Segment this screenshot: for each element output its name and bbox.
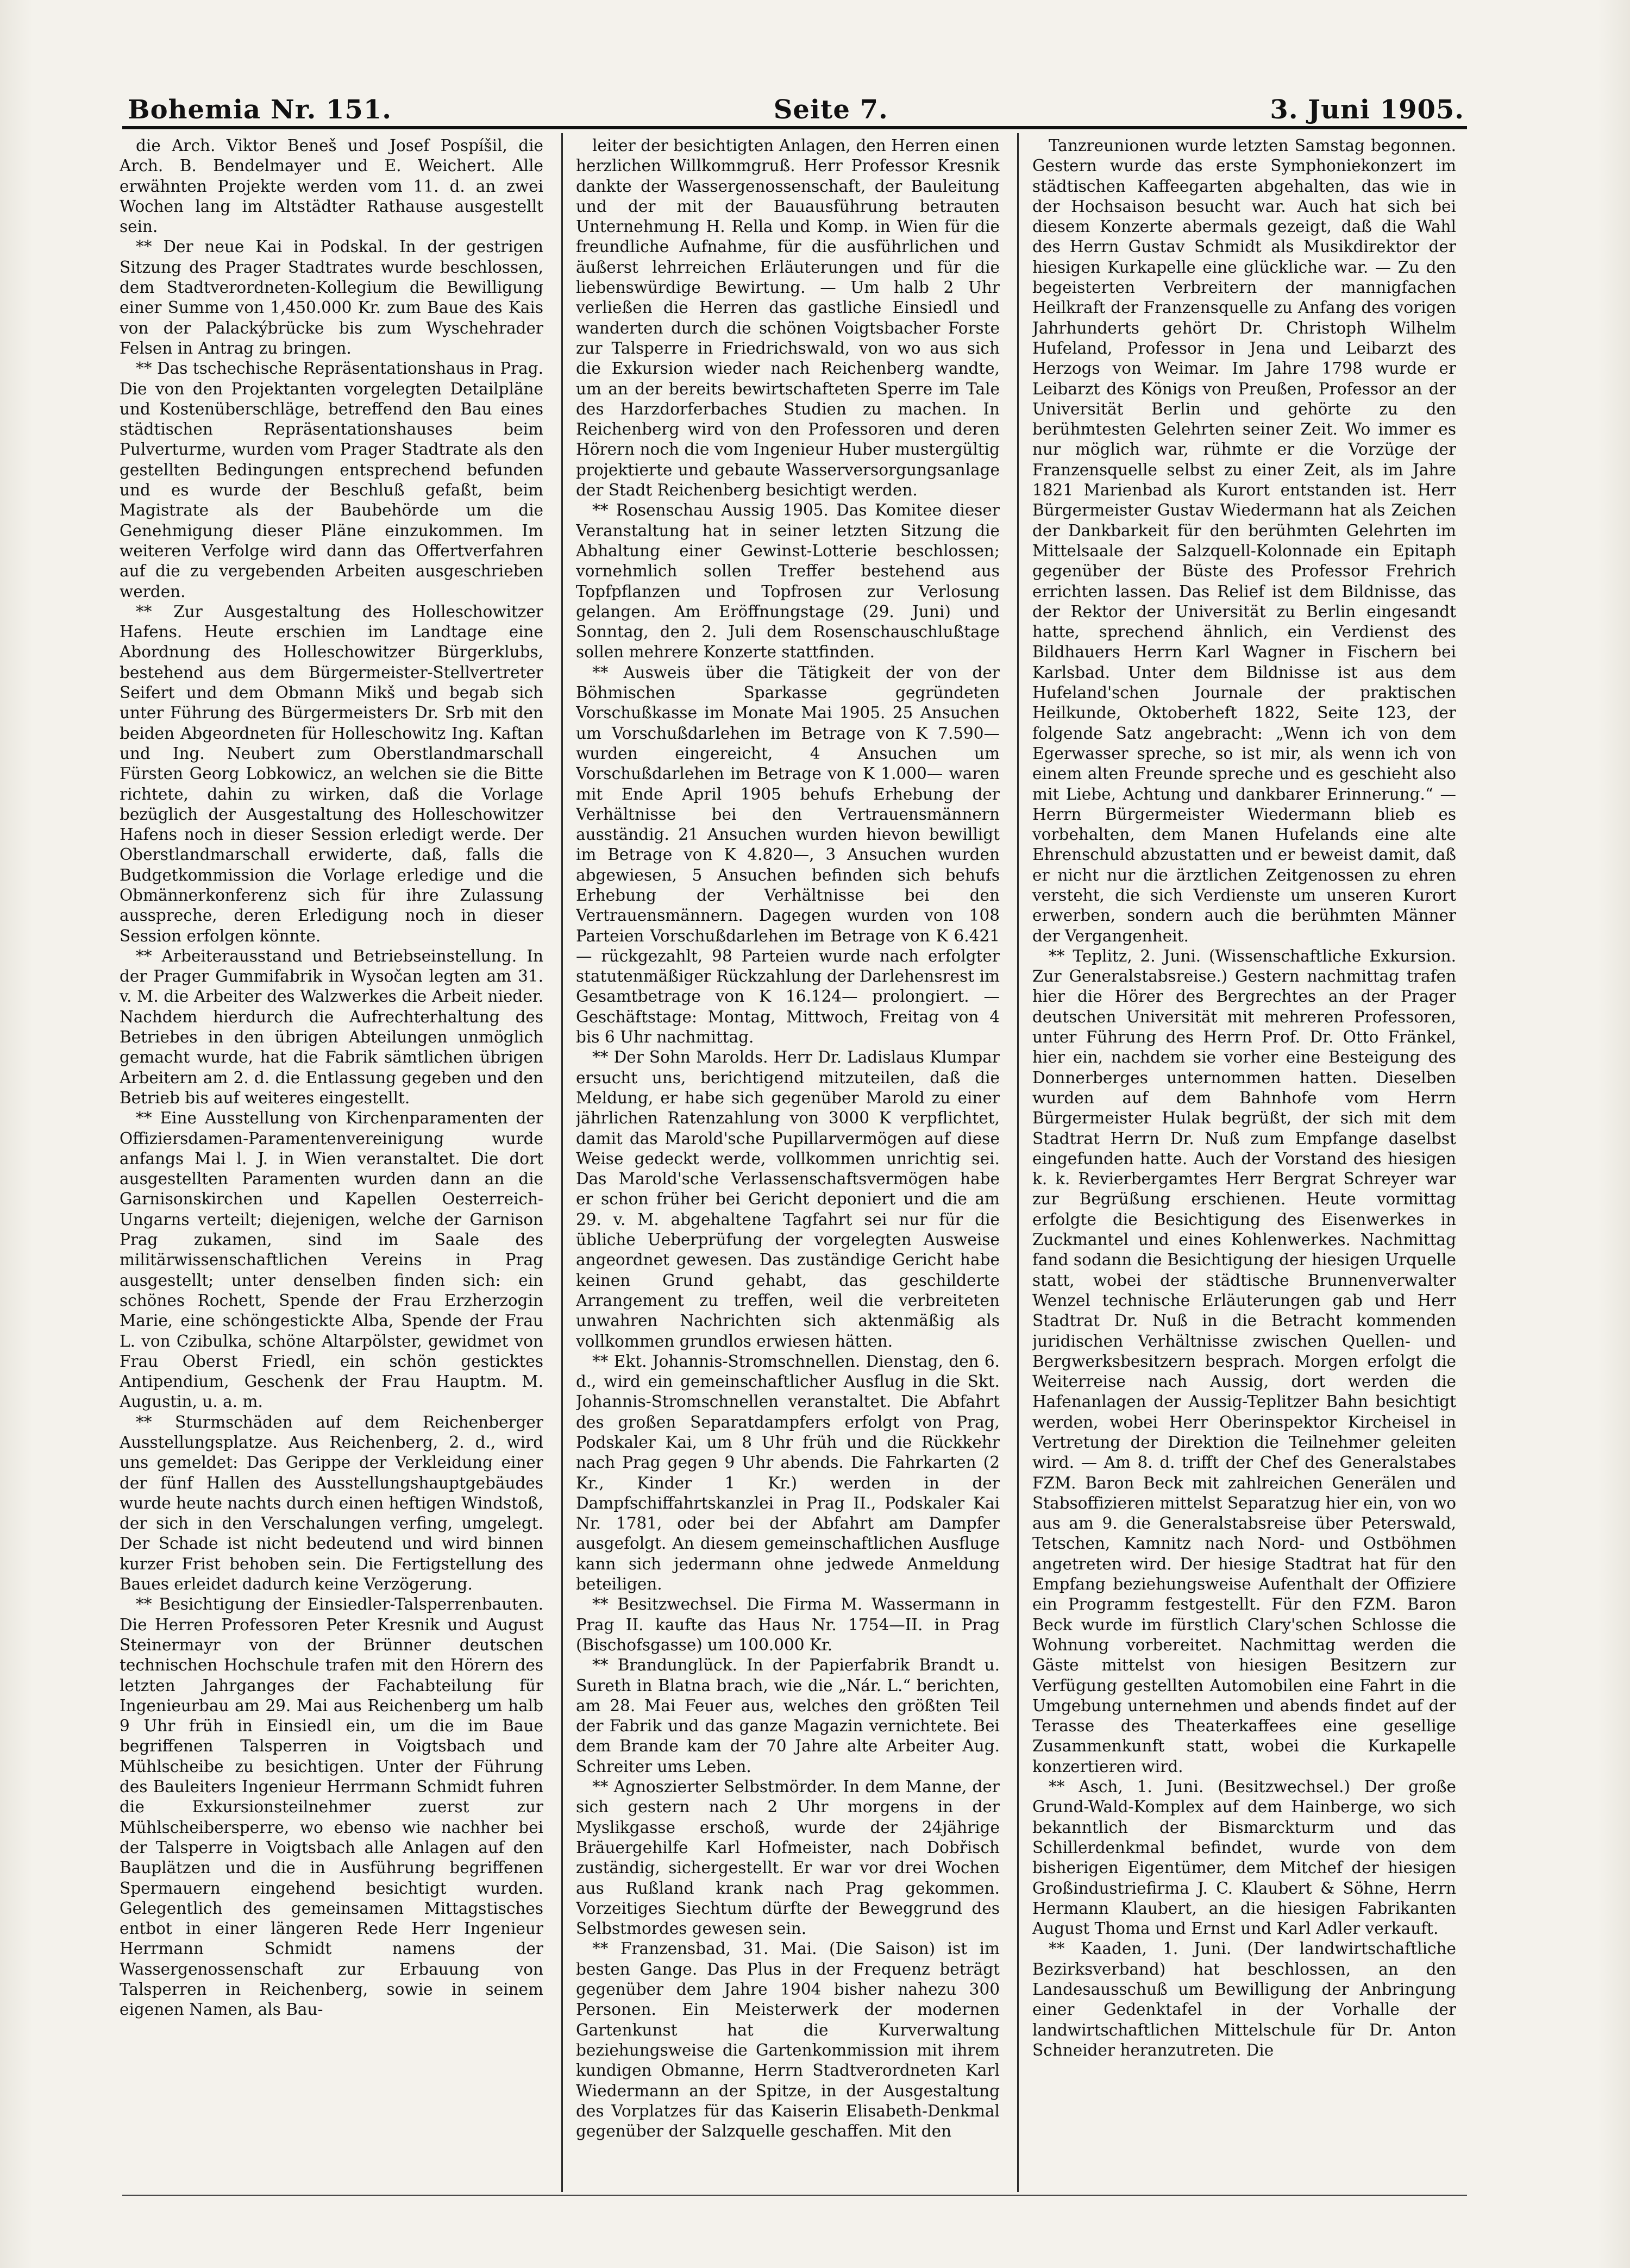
article-rosenschau: ** Rosenschau Aussig 1905. Das Komitee dieser Veranstaltung hat in seiner letzten Sitzung die Abhaltung einer Gewinst-Lotterie beschlossen; vornehmlich sollen Treffer bestehend aus Topfpflanzen und Topfrosen zur Verlosung gelangen. Am Eröffnungstage (29. Juni) und Sonntag, den 2. Juli dem Rosenschauschlußtage sollen mehrere Konzerte stattfinden. <box>576 501 1000 662</box>
column-paragraph: Tanzreunionen wurde letzten Samstag begonnen. Gestern wurde das erste Symphoniekonzert im städtischen Kaffeegarten abgehalten, das wie in der Hochsaison besucht war. Auch hat sich bei diesem Konzerte abermals gezeigt, daß die Wahl des Herrn Gustav Schmidt als Musikdirektor der hiesigen Kurkapelle eine glückliche war. — Zu den begeisterten Verbreitern der mannigfachen Heilkraft der Franzensquelle zu Anfang des vorigen Jahrhunderts gehört Dr. Christoph Wilhelm Hufeland, Professor in Jena und Leibarzt des Herzogs von Weimar. Im Jahre 1798 wurde er Leibarzt des Königs von Preußen, Professor an der Universität Berlin und gehörte zu den berühmtesten Gelehrten seiner Zeit. Wo immer es nur möglich war, rühmte er die Vorzüge der Franzensquelle selbst zu einer Zeit, als im Jahre 1821 Marienbad als Kurort entstanden ist. Herr Bürgermeister Gustav Wiedermann hat als Zeichen der Dankbarkeit für den berühmten Gelehrten im Mittelsaale der Salzquell-Kolonnade ein Epitaph gegenüber der Büste des Professor Frehrich errichten lassen. Das Relief ist dem Bildnisse, das der Rektor der Universität zu Berlin eingesandt hatte, sprechend ähnlich, ein Verdienst des Bildhauers Herrn Karl Wagner in Fischern bei Karlsbad. Unter dem Bildnisse ist aus dem Hufeland'schen Journale der praktischen Heilkunde, Oktoberheft 1822, Seite 123, der folgende Satz angebracht: „Wenn ich von dem Egerwasser spreche, so ist mir, als wenn ich von einem alten Freunde spreche und es geschieht also mit Liebe, Achtung und dankbarer Erinnerung.“ — Herrn Bürgermeister Wiedermann blieb es vorbehalten, dem Manen Hufelands eine alte Ehrenschuld abzustatten und er beweist damit, daß er nicht nur die ärztlichen Zeitgenossen zu ehren versteht, die sich Verdienste um unseren Kurort erwerben, sondern auch die berühmten Männer der Vergangenheit. <box>1032 136 1456 945</box>
column-2 <box>576 136 1000 2200</box>
column-paragraph: die Arch. Viktor Beneš und Josef Pospíšil, die Arch. B. Bendelmayer und E. Weichert. Alle erwähnten Projekte werden vom 11. d. an zwei Wochen lang im Altstädter Rathause ausgestellt sein. <box>120 136 543 236</box>
column-divider <box>1017 133 1019 2192</box>
header-page-number: Seite 7. <box>773 95 888 125</box>
header-date: 3. Juni 1905. <box>1270 95 1464 125</box>
page-header <box>128 81 1464 125</box>
article-new-kai: ** Der neue Kai in Podskal. In der gestrigen Sitzung des Prager Stadtrates wurde beschlossen, dem Stadtverordneten-Kollegium die Bewilligung einer Summe von 1,450.000 Kr. zum Baue des Kais von der Palackýbrücke bis zum Wyschehrader Felsen in Antrag zu bringen. <box>120 237 543 357</box>
article-sohn-marolds: ** Der Sohn Marolds. Herr Dr. Ladislaus Klumpar ersucht uns, berichtigend mitzuteilen, daß die Meldung, er habe sich gegenüber Marold zu einer jährlichen Ratenzahlung von 3000 K verpflichtet, damit das Marold'sche Pupillarvermögen auf diese Weise gedeckt werde, vollkommen unrichtig sei. Das Marold'sche Verlassenschaftsvermögen habe er schon früher bei Gericht deponiert und die am 29. v. M. abgehaltene Tagfahrt sei nur für die übliche Ueberprüfung der vorgelegten Ausweise angeordnet gewesen. Das zuständige Gericht habe keinen Grund gehabt, das geschilderte Arrangement zu treffen, weil die verbreiteten unwahren Nachrichten sich aktenmäßig als vollkommen grundlos erwiesen hätten. <box>576 1048 1000 1350</box>
column-1 <box>120 136 543 2200</box>
bottom-rule <box>122 2195 1467 2196</box>
header-rule <box>122 126 1467 129</box>
article-vorschusskasse: ** Ausweis über die Tätigkeit der von der Böhmischen Sparkasse gegründeten Vorschußkasse im Monate Mai 1905. 25 Ansuchen um Vorschußdarlehen im Betrage von K 7.590— wurden eingereicht, 4 Ansuchen um Vorschußdarlehen im Betrage von K 1.000— waren mit Ende April 1905 behufs Erhebung der Verhältnisse bei den Vertrauensmännern ausständig. 21 Ansuchen wurden hievon bewilligt im Betrage von K 4.820—, 3 Ansuchen wurden abgewiesen, 5 Ansuchen befinden sich behufs Erhebung der Verhältnisse bei den Vertrauensmännern. Dagegen wurden von 108 Parteien Vorschußdarlehen im Betrage von K 6.421— rückgezahlt, 98 Parteien wurde nach erfolgter statutenmäßiger Rückzahlung der Darlehensrest im Gesamtbetrage von K 16.124— prolongiert. — Geschäftstage: Montag, Mittwoch, Freitag von 4 bis 6 Uhr nachmittag. <box>576 663 1000 1047</box>
article-repraesentationshaus: ** Das tschechische Repräsentationshaus in Prag. Die von den Projektanten vorgelegten Detailpläne und Kostenüberschläge, betreffend den Bau eines städtischen Repräsentationshauses beim Pulverturme, wurden vom Prager Stadtrate als den gestellten Bedingungen entsprechend befunden und es wurde der Beschluß gefaßt, beim Magistrate als der Baubehörde um die Genehmigung dieser Pläne einzukommen. Im weiteren Verfolge wird dann das Offertverfahren auf die zu vergebenden Arbeiten ausgeschrieben werden. <box>120 359 543 601</box>
article-talsperren: ** Besichtigung der Einsiedler-Talsperrenbauten. Die Herren Professoren Peter Kresnik und August Steinermayr von der Brünner deutschen technischen Hochschule trafen mit den Hörern des letzten Jahrganges der Fachabteilung für Ingenieurbau am 29. Mai aus Reichenberg um halb 9 Uhr früh in Einsiedl ein, um die im Baue begriffenen Talsperren in Voigtsbach und Mühlscheibe zu besichtigen. Unter der Führung des Bauleiters Ingenieur Herrmann Schmidt fuhren die Exkursionsteilnehmer zuerst zur Mühlscheibersperre, wo ebenso wie nachher bei der Talsperre in Voigtsbach alle Anlagen auf den Bauplätzen und die in Ausführung begriffenen Spermauern eingehend besichtigt wurden. Gelegentlich des gemeinsamen Mittagstisches entbot in einer längeren Rede Herr Ingenieur Herrmann Schmidt namens der Wassergenossenschaft zur Erbauung von Talsperren in Reichenberg, sowie in seinem eigenen Namen, als Bau- <box>120 1595 543 2019</box>
column-paragraph: leiter der besichtigten Anlagen, den Herren einen herzlichen Willkommgruß. Herr Professor Kresnik dankte der Wassergenossenschaft, der Bauleitung und der mit der Bauausführung betrauten Unternehmung H. Rella und Komp. in Wien für die freundliche Aufnahme, für die ausführlichen und äußerst lehrreichen Erläuterungen und für die liebenswürdige Bewirtung. — Um halb 2 Uhr verließen die Herren das gastliche Einsiedl und wanderten durch die schönen Voigtsbacher Forste zur Talsperre in Friedrichswald, von wo aus sich die Exkursion wieder nach Reichenberg wandte, um an der bereits bewirtschafteten Sperre im Tale des Harzdorferbaches Studien zu machen. In Reichenberg wird von den Professoren und deren Hörern noch die vom Ingenieur Huber mustergültig projektierte und gebaute Wasserversorgungsanlage der Stadt Reichenberg besichtigt werden. <box>576 136 1000 500</box>
article-teplitz: ** Teplitz, 2. Juni. (Wissenschaftliche Exkursion. Zur Generalstabsreise.) Gestern nachmittag trafen hier die Hörer des Bergrechtes an der Prager deutschen Universität mit mehreren Professoren, unter Führung des Herrn Prof. Dr. Otto Fränkel, hier ein, nachdem sie vorher eine Besteigung des Donnerberges unternommen hatten. Dieselben wurden auf dem Bahnhofe vom Herrn Bürgermeister Hulak begrüßt, der sich mit dem Stadtrat Herrn Dr. Nuß zum Empfange daselbst eingefunden hatte. Auch der Vorstand des hiesigen k. k. Revierbergamtes Herr Bergrat Schreyer war zur Begrüßung erschienen. Heute vormittag erfolgte die Besichtigung des Eisenwerkes in Zuckmantel und eines Kohlenwerkes. Nachmittag fand sodann die Besichtigung der hiesigen Urquelle statt, wobei der städtische Brunnenverwalter Wenzel technische Erläuterungen gab und Herr Stadtrat Dr. Nuß in die Betracht kommenden juridischen Verhältnisse zwischen Quellen- und Bergwerksbesitzern besprach. Morgen erfolgt die Weiterreise nach Aussig, dort werden die Hafenanlagen der Aussig-Teplitzer Bahn besichtigt werden, wobei Herr Oberinspektor Kircheisel in Vertretung der Direktion die Teilnehmer geleiten wird. — Am 8. d. trifft der Chef des Generalstabes FZM. Baron Beck mit zahlreichen Generälen und Stabsoffizieren mittelst Separatzug hier ein, von wo aus am 9. die Generalstabsreise über Peterswald, Tetschen, Kamnitz nach Nord- und Ostböhmen angetreten wird. Der hiesige Stadtrat hat für den Empfang beziehungsweise Aufenthalt der Offiziere ein Programm festgestellt. Für den FZM. Baron Beck wurde im fürstlich Clary'schen Schlosse die Wohnung vorbereitet. Nachmittag werden die Gäste mittelst von hiesigen Besitzern zur Verfügung gestellten Automobilen eine Fahrt in die Umgebung unternehmen und abends findet auf der Terasse des Theaterkaffees eine gesellige Zusammenkunft statt, wobei die Kurkapelle konzertieren wird. <box>1032 946 1456 1776</box>
article-asch: ** Asch, 1. Juni. (Besitzwechsel.) Der große Grund-Wald-Komplex auf dem Hainberge, wo sich bekanntlich der Bismarckturm und das Schillerdenkmal befindet, wurde von dem bisherigen Eigentümer, dem Mitchef der hiesigen Großindustriefirma J. C. Klaubert & Söhne, Herrn Hermann Klaubert, an die hiesigen Fabrikanten August Thoma und Ernst und Karl Adler verkauft. <box>1032 1777 1456 1938</box>
article-sturmschaeden: ** Sturmschäden auf dem Reichenberger Ausstellungsplatze. Aus Reichenberg, 2. d., wird uns gemeldet: Das Gerippe der Verkleidung einer der fünf Hallen des Ausstellungshauptgebäudes wurde heute nachts durch einen heftigen Windstoß, der sich in den Verschalungen verfing, umgelegt. Der Schade ist nicht bedeutend und wird binnen kurzer Frist behoben sein. Die Fertigstellung des Baues erleidet dadurch keine Verzögerung. <box>120 1412 543 1594</box>
article-selbstmoerder: ** Agnoszierter Selbstmörder. In dem Manne, der sich gestern nach 2 Uhr morgens in der Myslikgasse erschoß, wurde der 24jährige Bräuergehilfe Karl Hofmeister, nach Dobřisch zuständig, sichergestellt. Er war vor drei Wochen aus Rußland krank nach Prag gekommen. Vorzeitiges Siechtum dürfte der Beweggrund des Selbstmordes gewesen sein. <box>576 1777 1000 1938</box>
article-holleschowitz-hafen: ** Zur Ausgestaltung des Holleschowitzer Hafens. Heute erschien im Landtage eine Abordnung des Holleschowitzer Bürgerklubs, bestehend aus dem Bürgermeister-Stellvertreter Seifert und dem Obmann Mikš und begab sich unter Führung des Bürgermeisters Dr. Srb mit den beiden Abgeordneten für Holleschowitz Ing. Kaftan und Ing. Neubert zum Oberstlandmarschall Fürsten Georg Lobkowicz, an welchen sie die Bitte richtete, dahin zu wirken, daß die Vorlage bezüglich der Ausgestaltung des Holleschowitzer Hafens noch in dieser Session erledigt werde. Der Oberstlandmarschall erwiderte, daß, falls die Budgetkommission die Vorlage erledige und die Obmännerkonferenz sich für ihre Zulassung ausspreche, deren Erledigung noch in dieser Session erfolgen könnte. <box>120 602 543 945</box>
article-kirchenparamente: ** Eine Ausstellung von Kirchenparamenten der Offiziersdamen-Paramentenvereinigung wurde anfangs Mai l. J. in Wien veranstaltet. Die dort ausgestellten Paramenten wurden dann an die Garnisonskirchen und Kapellen Oesterreich-Ungarns verteilt; diejenigen, welche der Garnison Prag zukamen, sind im Saale des militärwissenschaftlichen Vereins in Prag ausgestellt; unter denselben finden sich: ein schönes Rochett, Spende der Frau Erzherzogin Marie, eine schöngestickte Alba, Spende der Frau L. von Czibulka, schöne Altarpölster, gewidmet von Frau Oberst Friedl, ein schön gesticktes Antipendium, Geschenk der Frau Hauptm. M. Augustin, u. a. m. <box>120 1109 543 1411</box>
article-arbeiterausstand: ** Arbeiterausstand und Betriebseinstellung. In der Prager Gummifabrik in Wysočan legten am 31. v. M. die Arbeiter des Walzwerkes die Arbeit nieder. Nachdem hierdurch die Aufrechterhaltung des Betriebes in den übrigen Abteilungen unmöglich gemacht wurde, hat die Fabrik sämtlichen übrigen Arbeitern am 2. d. die Entlassung gegeben und den Betrieb bis auf weiteres eingestellt. <box>120 946 543 1107</box>
article-stromschnellen: ** Ekt. Johannis-Stromschnellen. Dienstag, den 6. d., wird ein gemeinschaftlicher Ausflug in die Skt. Johannis-Stromschnellen veranstaltet. Die Abfahrt des großen Separatdampfers erfolgt von Prag, Podskaler Kai, um 8 Uhr früh und die Rückkehr nach Prag gegen 9 Uhr abends. Die Fahrkarten (2 Kr., Kinder 1 Kr.) werden in der Dampfschiffahrtskanzlei in Prag II., Podskaler Kai Nr. 1781, oder bei der Abfahrt am Dampfer ausgefolgt. An diesem gemeinschaftlichen Ausfluge kann sich jedermann ohne jedwede Anmeldung beteiligen. <box>576 1352 1000 1594</box>
article-brandunglueck: ** Brandunglück. In der Papierfabrik Brandt u. Sureth in Blatna brach, wie die „Nár. L.“ berichten, am 28. Mai Feuer aus, welches den größten Teil der Fabrik und das ganze Magazin vernichtete. Bei dem Brande kam der 70 Jahre alte Arbeiter Aug. Schreiter ums Leben. <box>576 1656 1000 1776</box>
header-publication: Bohemia Nr. 151. <box>128 95 392 125</box>
column-divider <box>561 133 563 2192</box>
article-kaaden: ** Kaaden, 1. Juni. (Der landwirtschaftliche Bezirksverband) hat beschlossen, an den Landesausschuß um Bewilligung der Anbringung einer Gedenktafel in der Vorhalle der landwirtschaftlichen Mittelschule für Dr. Anton Schneider heranzutreten. Die <box>1032 1939 1456 2059</box>
article-besitzwechsel: ** Besitzwechsel. Die Firma M. Wassermann in Prag II. kaufte das Haus Nr. 1754—II. in Prag (Bischofsgasse) um 100.000 Kr. <box>576 1595 1000 1654</box>
column-3 <box>1032 136 1456 2200</box>
article-franzensbad: ** Franzensbad, 31. Mai. (Die Saison) ist im besten Gange. Das Plus in der Frequenz beträgt gegenüber dem Jahre 1904 bisher nahezu 300 Personen. Ein Meisterwerk der modernen Gartenkunst hat die Kurverwaltung beziehungsweise die Gartenkommission mit ihrem kundigen Obmanne, Herrn Stadtverordneten Karl Wiedermann an der Spitze, in der Ausgestaltung des Vorplatzes für das Kaiserin Elisabeth-Denkmal gegenüber der Salzquelle geschaffen. Mit den <box>576 1939 1000 2141</box>
